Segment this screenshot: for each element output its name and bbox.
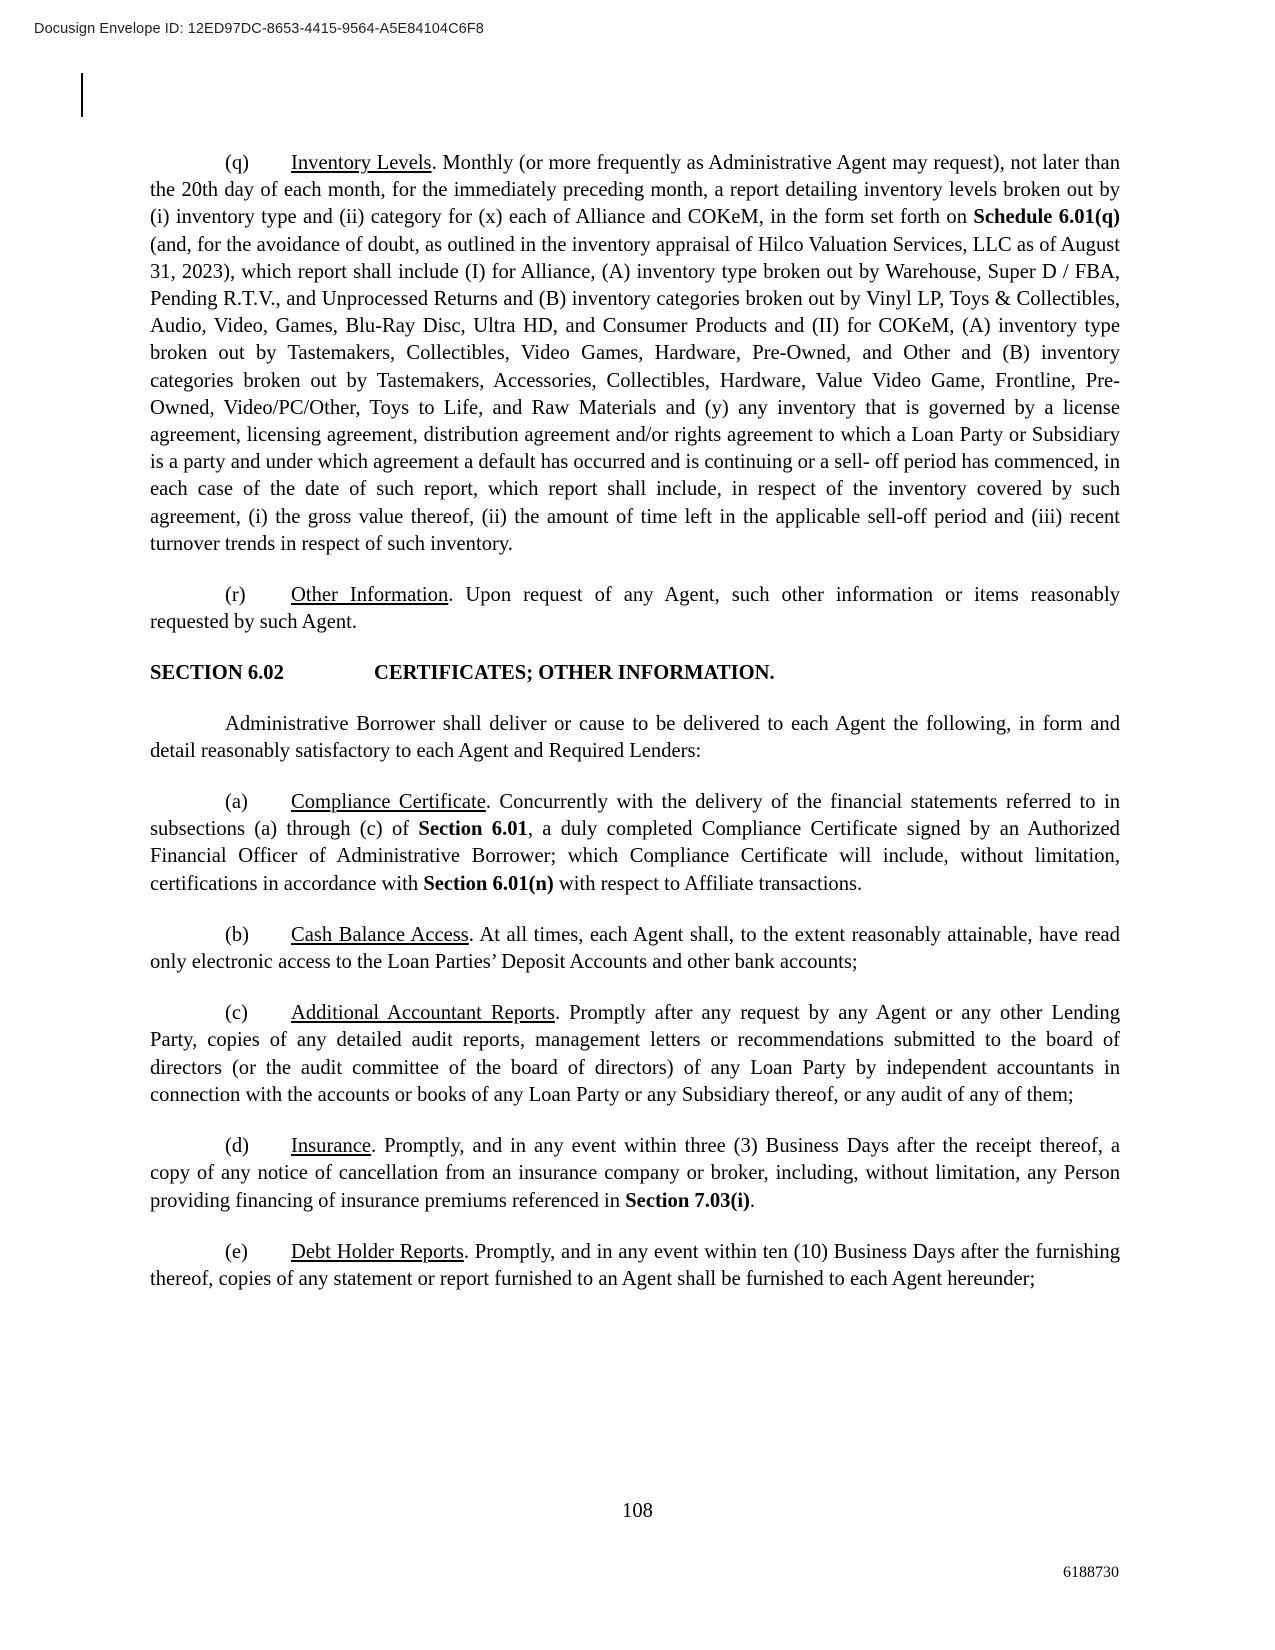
paragraph-e <box>150 1239 1120 1293</box>
paragraph-text: . Promptly, and in any event within three (3) Business Days after the receipt thereof, a copy of any notice of cancellation from an insurance company or broker, including, without limitation, any Person providing financing of insurance premiums referenced in <box>150 1135 1120 1212</box>
paragraph-text: with respect to Affiliate transactions. <box>553 872 863 895</box>
paragraph-d <box>150 1133 1120 1215</box>
paragraph-text: . At all times, each Agent shall, to the extent reasonably attainable, have read only electronic access to the Loan Parties’ Deposit Accounts and other bank accounts; <box>150 923 1120 974</box>
paragraph-marker: (b) <box>225 923 250 946</box>
paragraph-marker: (d) <box>225 1135 250 1158</box>
docusign-envelope-id: Docusign Envelope ID: 12ED97DC-8653-4415-9564-A5E84104C6F8 <box>34 21 484 37</box>
paragraph-a <box>150 789 1120 898</box>
page-number: 108 <box>622 1500 653 1522</box>
paragraph-title: Other Information <box>291 584 449 607</box>
paragraph-r <box>150 582 1120 636</box>
section-number: SECTION 6.02 <box>150 662 284 685</box>
paragraph-text: . Monthly (or more frequently as Administrative Agent may request), not later than the 20th day of each month, for the immediately preceding month, a report detailing inventory levels broken out by (i) inventory type and (ii) category for (x) each of Alliance and COKeM, in the form set forth on <box>150 152 1120 229</box>
paragraph-marker: (r) <box>225 584 246 607</box>
paragraph-marker: (e) <box>225 1240 248 1263</box>
paragraph-title: Inventory Levels <box>291 152 432 174</box>
section-reference: Section 7.03(i) <box>625 1189 750 1212</box>
section-heading <box>150 660 1120 687</box>
section-reference: Section 6.01 <box>418 818 528 841</box>
paragraph-text: . Upon request of any Agent, such other information or items reasonably requested by such Agent. <box>150 584 1120 634</box>
document-number: 6188730 <box>1063 1564 1119 1581</box>
paragraph-c <box>150 1000 1120 1109</box>
paragraph-title: Additional Accountant Reports <box>291 1002 555 1025</box>
section-title: CERTIFICATES; OTHER INFORMATION. <box>374 662 775 685</box>
paragraph-text: , a duly completed Compliance Certificate signed by an Authorized Financial Officer of Administrative Borrower; which Compliance Certificate will include, without limitation, certifications in accordance with <box>150 818 1120 895</box>
paragraph-text: (and, for the avoidance of doubt, as outlined in the inventory appraisal of Hilco Valuation Services, LLC as of August 31, 2023), which report shall include (I) for Alliance, (A) inventory type broken out by Warehouse, Super D / FBA, Pending R.T.V., and Unprocessed Returns and (B) inventory categories broken out by Vinyl LP, Toys & Collectibles, Audio, Video, Games, Blu-Ray Disc, Ultra HD, and Consumer Products and (II) for COKeM, (A) inventory type broken out by Tastemakers, Collectibles, Video Games, Hardware, Pre-Owned, and Other and (B) inventory categories broken out by Tastemakers, Accessories, Collectibles, Hardware, Value Video Game, Frontline, Pre- Owned, Video/PC/Other, Toys to Life, and Raw Materials and (y) any inventory that is governed by a license agreement, licensing agreement, distribution agreement and/or rights agreement to which a Loan Party or Subsidiary is a party and under which agreement a default has occurred and is continuing or a sell- off period has commenced, in each case of the date of such report, which report shall include, in respect of the inventory covered by such agreement, (i) the gross value thereof, (ii) the amount of time left in the applicable sell-off period and (iii) recent turnover trends in respect of such inventory. <box>150 233 1120 555</box>
paragraph-title: Cash Balance Access <box>291 923 469 946</box>
paragraph-title: Debt Holder Reports <box>291 1240 464 1263</box>
paragraph-title: Insurance <box>291 1135 372 1158</box>
paragraph-text: . Promptly, and in any event within ten (10) Business Days after the furnishing thereof, copies of any statement or report furnished to an Agent shall be furnished to each Agent hereunder; <box>150 1240 1121 1290</box>
paragraph-title: Compliance Certificate <box>291 791 486 814</box>
paragraph-b <box>150 922 1120 976</box>
document-body <box>150 150 1120 1317</box>
paragraph-text: . Concurrently with the delivery of the financial statements referred to in subsections (a) through (c) of <box>150 791 1121 841</box>
section-intro <box>150 711 1120 765</box>
schedule-reference: Schedule 6.01(q) <box>973 206 1120 229</box>
paragraph-text: . <box>749 1189 756 1212</box>
paragraph-marker: (a) <box>225 791 248 814</box>
paragraph-q <box>150 150 1120 558</box>
revision-change-bar <box>81 73 83 117</box>
section-reference: Section 6.01(n) <box>423 872 554 895</box>
paragraph-marker: (q) <box>225 152 250 174</box>
paragraph-text: . Promptly after any request by any Agent or any other Lending Party, copies of any detailed audit reports, management letters or recommendations submitted to the board of directors (or the audit committee of the board of directors) of any Loan Party by independent accountants in connection with the accounts or books of any Loan Party or any Subsidiary thereof, or any audit of any of them; <box>150 1002 1120 1106</box>
paragraph-text: Administrative Borrower shall deliver or cause to be delivered to each Agent the following, in form and detail reasonably satisfactory to each Agent and Required Lenders: <box>150 712 1120 762</box>
paragraph-marker: (c) <box>225 1002 248 1025</box>
